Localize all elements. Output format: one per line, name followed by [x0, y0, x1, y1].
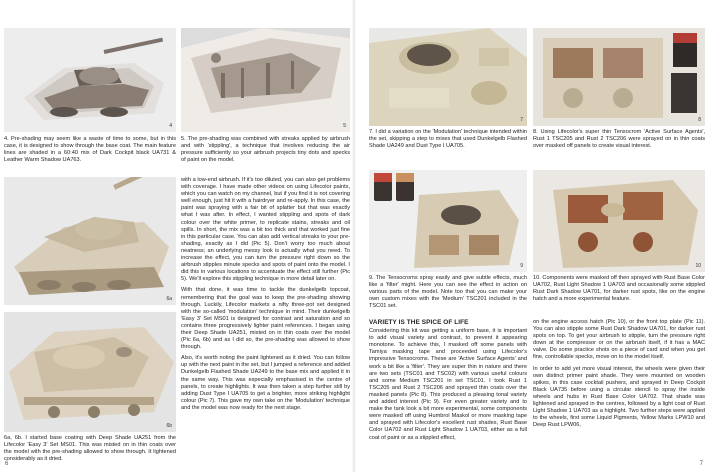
photo-number: 6a: [166, 296, 172, 302]
photo-number: 10: [695, 263, 701, 269]
photo-10-rust-components: [533, 170, 705, 272]
caption-7: 7. I did a variation on the 'Modulation' technique intended within the set, skipping a step to mixes that used Dunkelgelb Flashed Shade UA249 and Dust Type I UA705.: [369, 129, 527, 150]
body-text-right-col-a: [369, 319, 527, 446]
body-paragraph: With that done, it was time to tackle the dunkelgelb topcoat, remembering that the goal was to keep the pre-shading showing through. Luckily, Lifecolor markets a nifty three-pot set designed with the so-called 'modulation' technique in mind. Their dunkelgelb 'Easy 3' Set MS01 is designed for contrast and saturation and so contains three progressively lighter paint references. I began using their Deep Shade UA251, misted on in thin coats over the model (Pic 6a, 6b) and as I did so, the pre-shading was allowed to show through.: [181, 287, 350, 351]
caption-8: 8. Using Lifecolor's super thin Tensocrom 'Active Surface Agents', Rust 1 TSC205 and Rust 2 TSC206 were sprayed on in thin coats over masked off panels to create visual interest.: [533, 129, 705, 150]
photo-6b-base-coat: [4, 312, 176, 432]
body-paragraph: with a low-end airbrush. If it's too diluted, you can also get problems with coverage. I have made other videos on using Lifecolor paints, which you can watch on my channel, but if you find it is not covering well enough, just hit it with a hairdryer and re-apply. In this case, the paint was spraying with a fair bit of splatter but that was exactly what I was after. In effect, I wanted stippling and spots of dark colour over the white primer, to replicate stains, streaks and oil spills. In short, the mix was a bit too thick and that worked just fine in this particular case. You can also add vertical streaks to your pre-shading, exactly as I did (Pic 5). Don't worry too much about neatness; an underlying messy look is actually what you need. To increase the effect, you can turn the pressure right down so the airbrush stipples minute specks and spots of paint onto the model. I did this in various locations to accentuate the effect still further (Pic 5). We'll explore this stippling technique in more detail later on.: [181, 177, 350, 283]
photo-9-tensocrom-effect: [369, 170, 527, 272]
caption-6: 6a, 6b. I started base coating with Deep Shade UA251 from the Lifecolor 'Easy 3' Set MS01. This was misted on in thin coats over the model with the pre-shading allowed to show through. It lightened considerably as it dried.: [4, 435, 176, 463]
page-number: 7: [699, 461, 703, 467]
caption-9: 9. The Tensocroms spray easily and give subtle effects, much like a 'filter' might. Here you can see the effect in action on various parts of the model. Note too that you can make your own custom mixes with the 'Medium' TSC201 included in the TSC01 set.: [369, 275, 527, 310]
caption-10: 10. Components were masked off then sprayed with Rust Base Color UA702, Rust Light Shadow 1 UA703 and occasionally some stippled Rust Dark Shadow UA701, for darker rust spots, like on the engine hatch and a more experimental feature.: [533, 275, 705, 303]
photo-5-streaked-hull: [181, 28, 350, 132]
photo-number: 4: [169, 123, 172, 129]
body-paragraph: Considering this kit was getting a uniform base, it is important to add visual variety and contrast, to prevent it appearing monotone. To achieve this, I masked off some panels with Tamiya masking tape and proceeded using Lifecolor's impressive Tensocroms. These are 'Active Surface Agents' and work a bit like a 'filter'. They are super thin in nature and there are two sets (TSC01 and TSC02) with various useful colours and some Medium TSC201 in set TSC01. I took Rust 1 TSC205 and Rust 2 TSC206 and sprayed thin coats over the masked panels (Pic 8). This produced a pleasing tonal variety and added interest (Pic 9). For even greater variety and to make the tank look a bit more experimental, some components were masked off using Humbrol Maskol or more masking tape and sprayed with Lifecolor's excellent rust shades, Rust Base Color UA702 and Rust Light Shadow 1 UA703, either as a full coat of paint or as a stippled effect,: [369, 328, 527, 441]
caption-4: 4. Pre-shading may seem like a waste of time to some, but in this case, it is designed to show through the base coat. The main feature lines are shaded in a 60:40 mix of Dark Cockpit black UA731 & Leather Warm Shadow UA763.: [4, 136, 176, 164]
body-paragraph: Also, it's worth noting the paint lightened as it dried. You can follow up with the next paint in the set, but I jumped a reference and added Dunkelgelb Flashed Shade UA249 to the base mix and applied it in the same way. This was especially emphasised in the centre of panels, to create highlights. It was then taken a step further still by adding Dust Type I UA705 to get a brighter, more striking highlight colour (Pic 7). This gave my own take on the 'Modulation' technique and the model was now ready for the next stage.: [181, 355, 350, 411]
page-number: 6: [5, 461, 9, 467]
section-heading: VARIETY IS THE SPICE OF LIFE: [369, 319, 469, 326]
caption-5: 5. The pre-shading was combined with streaks applied by airbrush and with 'stippling', a technique that involves reducing the air pressure sufficiently so your airbrush projects tiny dots and specks of paint on the model.: [181, 136, 350, 164]
photo-number: 9: [520, 263, 523, 269]
body-text-right-col-b: [533, 319, 705, 433]
photo-number: 8: [698, 117, 701, 123]
photo-number: 7: [520, 117, 523, 123]
photo-number: 5: [343, 123, 346, 129]
photo-number: 6b: [166, 423, 172, 429]
photo-6a-base-coat: [4, 177, 176, 305]
photo-4-preshaded-tank: [4, 28, 176, 132]
left-page: [0, 0, 354, 472]
right-page: [355, 0, 709, 472]
body-paragraph: on the engine access hatch (Pic 10), or the front top plate (Pic 11). You can also stipple some Rust Dark Shadow UA701, for darker rust spots on top. To get your airbrush to stipple, turn the pressure right down at the compressor or on the airbrush itself, if it has a MAC valve. Do some practice shots on a piece of card and when you get fine, controllable specks, move on to the model itself.: [533, 319, 705, 361]
body-paragraph: In order to add yet more visual interest, the wheels were given their own distinct primer paint shade. They were mounted on wooden spikes, in this case cocktail pushers, and sprayed in Deep Cockpit Black UA735 before using a circular stencil to spray the inside wheels and hubs in Rust Base Color UA702. That shade was lightened and sprayed in the centres, followed by a light coat of Rust Light Shadow 1 UA703 as a highlight. Two further steps were applied to the wheels, first some Liquid Pigments, Yellow Marks LPW10 and Deep Rust LPW06,: [533, 365, 705, 429]
photo-8-tensocrom: [533, 28, 705, 126]
body-text-left: [181, 177, 350, 416]
photo-7-modulation: [369, 28, 527, 126]
